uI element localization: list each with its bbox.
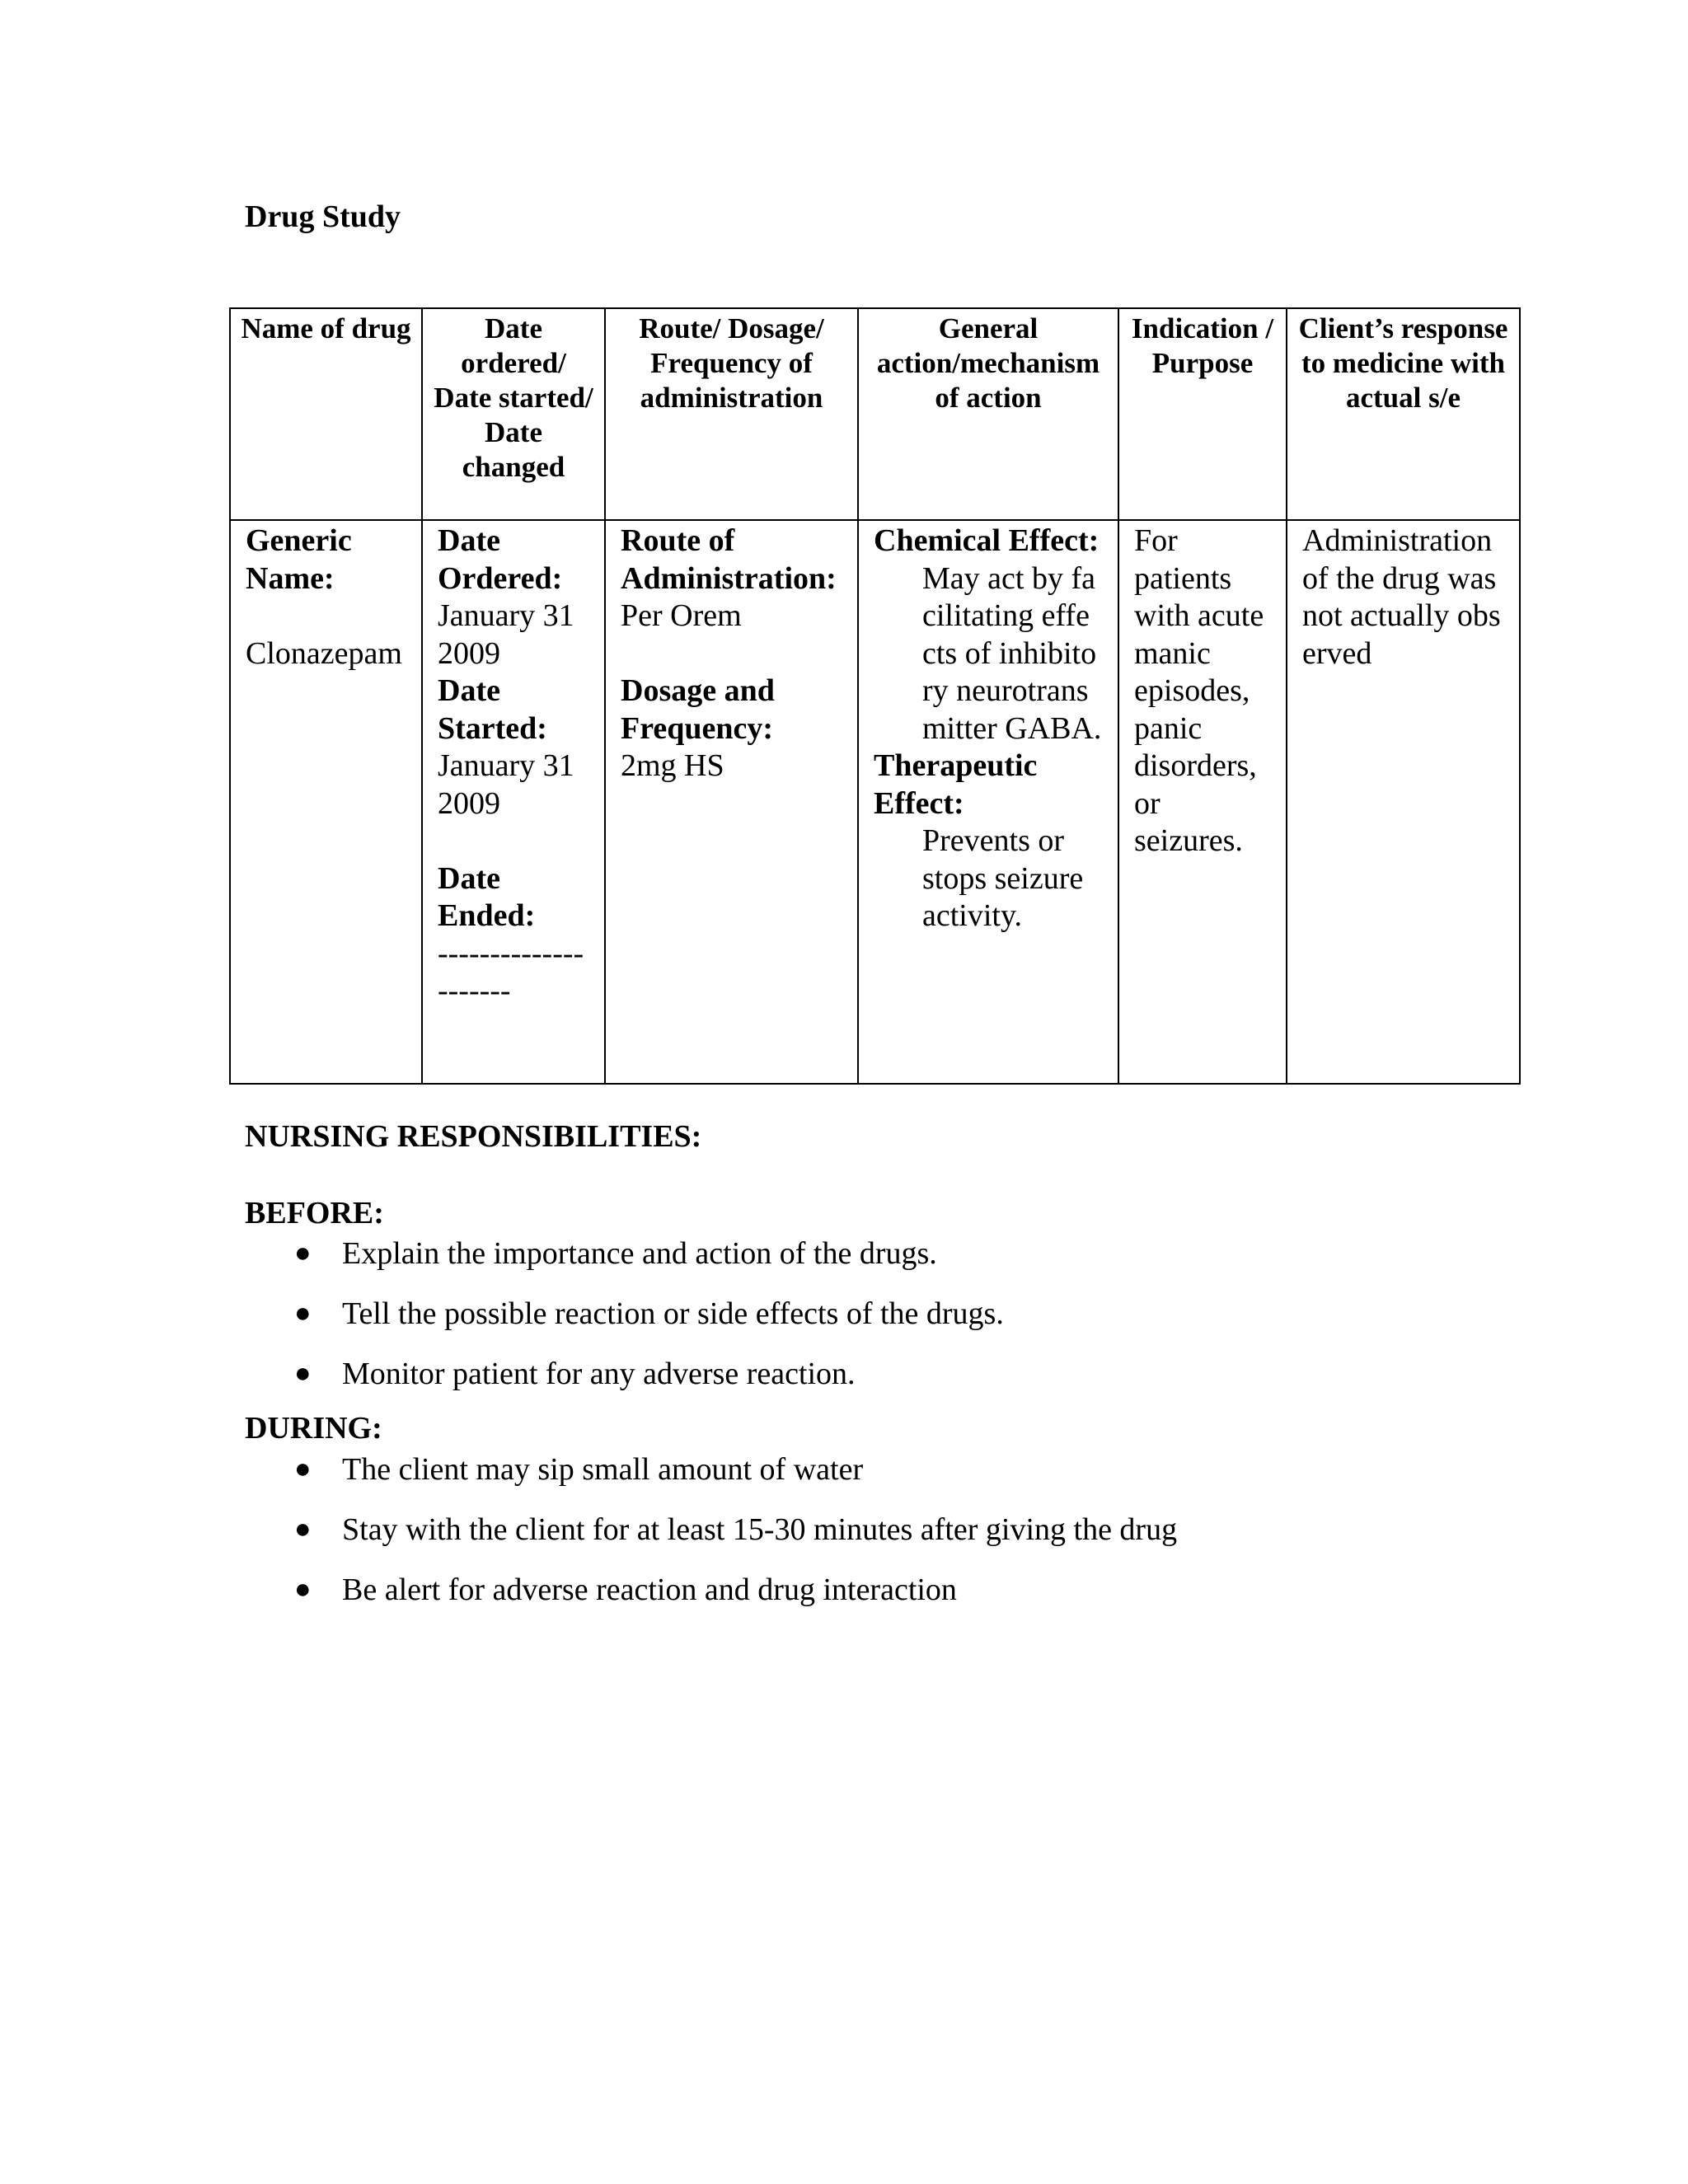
list-item: ● The client may sip small amount of water <box>245 1449 1481 1509</box>
indication-value: For patients with acute manic episodes, panic disorders, or seizures. <box>1134 523 1264 858</box>
cell-dates <box>422 520 605 1084</box>
list-item: ● Monitor patient for any adverse reaction. <box>245 1353 1481 1413</box>
chemical-effect-value: May act by facilitating effects of inhibitory neurotransmitter GABA. <box>922 560 1102 746</box>
header-dates: Date ordered/ Date started/ Date changed <box>422 308 605 520</box>
therapeutic-effect-value: Prevents or stops seizure activity. <box>922 823 1084 933</box>
cell-indication <box>1118 520 1287 1084</box>
header-client-response: Client’s response to medicine with actual s/e <box>1287 308 1520 520</box>
drug-study-table <box>229 307 1521 1085</box>
bullet-icon: ● <box>294 1298 312 1329</box>
header-route-dosage: Route/ Dosage/ Frequency of administration <box>605 308 858 520</box>
client-response-value: Administration of the drug was not actually observed <box>1302 523 1501 671</box>
cell-general-action <box>858 520 1118 1084</box>
bullet-icon: ● <box>294 1514 312 1544</box>
date-started-label: Date Started: <box>438 673 547 746</box>
bullet-icon: ● <box>294 1358 312 1389</box>
before-list <box>245 1233 1481 1413</box>
route-label: Route of Administration: <box>621 523 837 596</box>
during-heading: DURING: <box>245 1411 382 1446</box>
list-item: ● Be alert for adverse reaction and drug interaction <box>245 1569 1481 1629</box>
during-list <box>245 1449 1481 1629</box>
cell-drug-name <box>230 520 422 1084</box>
table-header-row <box>230 308 1520 520</box>
header-general-action: General action/mechanism of action <box>858 308 1118 520</box>
dosage-label: Dosage and Frequency: <box>621 673 775 746</box>
generic-name-label: Generic Name: <box>246 523 352 596</box>
cell-client-response <box>1287 520 1520 1084</box>
cell-route-dosage <box>605 520 858 1084</box>
route-value: Per Orem <box>621 598 742 633</box>
date-ordered-label: Date Ordered: <box>438 523 563 596</box>
date-ended-value: --------------------- <box>438 935 584 1008</box>
date-ended-label: Date Ended: <box>438 860 536 933</box>
date-ordered-value: January 31 2009 <box>438 598 574 671</box>
header-indication: Indication / Purpose <box>1118 308 1287 520</box>
list-item: ● Stay with the client for at least 15-30 minutes after giving the drug <box>245 1509 1481 1569</box>
bullet-icon: ● <box>294 1238 312 1268</box>
before-heading: BEFORE: <box>245 1196 384 1230</box>
list-item: ● Tell the possible reaction or side effects of the drugs. <box>245 1293 1481 1353</box>
date-started-value: January 31 2009 <box>438 748 574 821</box>
list-item: ● Explain the importance and action of the drugs. <box>245 1233 1481 1293</box>
nursing-responsibilities-heading: NURSING RESPONSIBILITIES: <box>245 1119 702 1154</box>
chemical-effect-label: Chemical Effect: <box>874 523 1100 558</box>
bullet-icon: ● <box>294 1574 312 1605</box>
header-name-of-drug: Name of drug <box>230 308 422 520</box>
therapeutic-effect-label: Therapeutic Effect: <box>874 748 1038 821</box>
dosage-value: 2mg HS <box>621 748 724 783</box>
table-row <box>230 520 1520 1084</box>
generic-name-value: Clonazepam <box>246 635 402 671</box>
bullet-icon: ● <box>294 1454 312 1484</box>
document-title: Drug Study <box>245 199 401 234</box>
